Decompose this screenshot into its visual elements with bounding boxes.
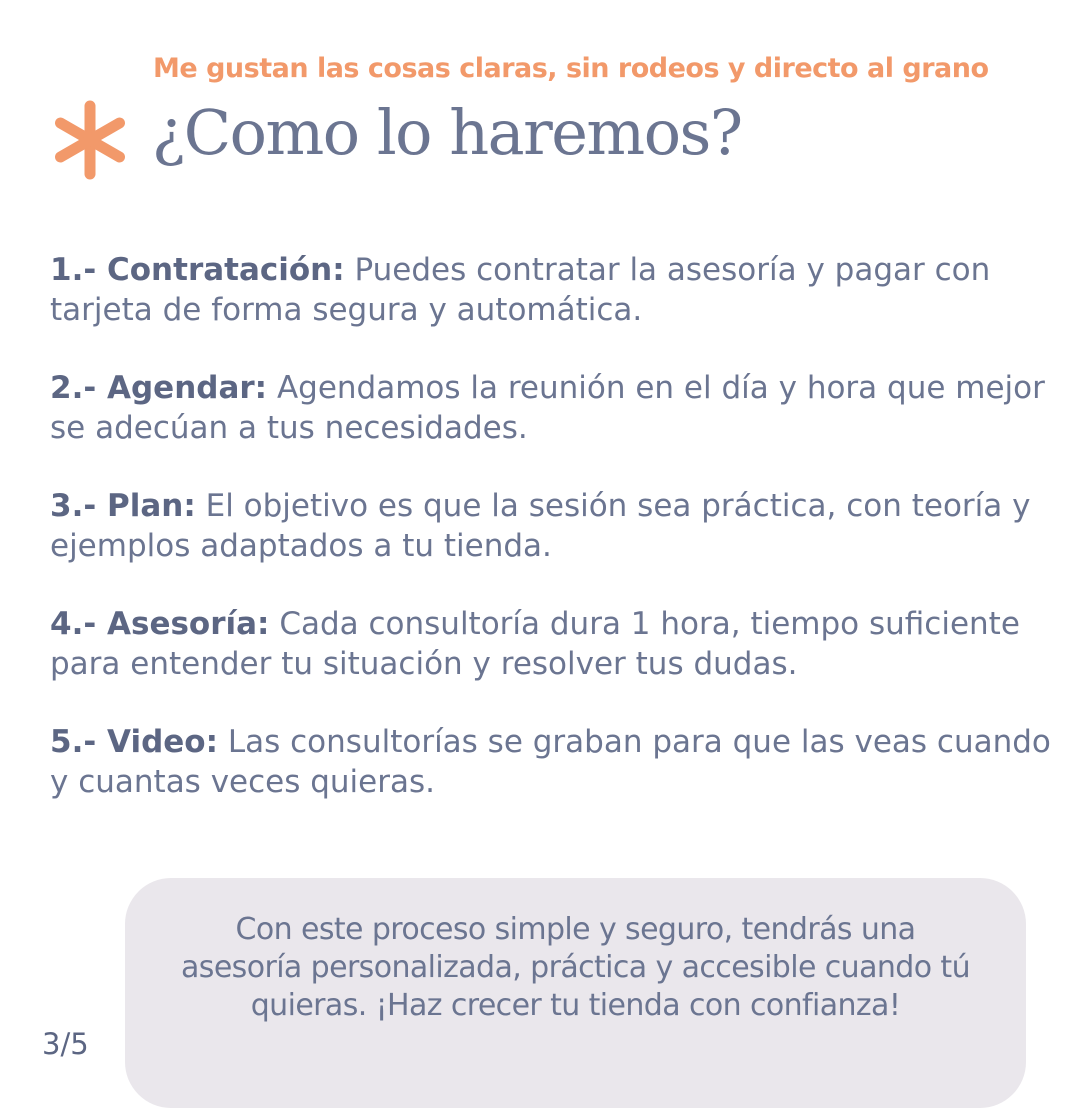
step-text: Las consultorías se graban para que las veas cuando y cuantas veces quieras. [50, 724, 1051, 800]
summary-line: quieras. ¡Haz crecer tu tienda con confianza! [250, 988, 901, 1023]
steps-list [50, 250, 1060, 840]
tagline: Me gustan las cosas claras, sin rodeos y directo al grano [153, 53, 989, 84]
step-label: 4.- Asesoría: [50, 606, 270, 642]
step-item [50, 250, 1060, 330]
step-label: 1.- Contratación: [50, 252, 345, 288]
step-text: Cada consultoría dura 1 hora, tiempo suficiente para entender tu situación y resolver tus dudas. [50, 606, 1020, 682]
step-label: 3.- Plan: [50, 488, 196, 524]
step-item [50, 722, 1060, 802]
step-item [50, 486, 1060, 566]
step-item [50, 604, 1060, 684]
step-text: Puedes contratar la asesoría y pagar con tarjeta de forma segura y automática. [50, 252, 991, 328]
summary-text [125, 911, 1026, 1025]
step-label: 2.- Agendar: [50, 370, 268, 406]
page-indicator: 3/5 [42, 1027, 89, 1061]
step-item [50, 368, 1060, 448]
step-label: 5.- Video: [50, 724, 218, 760]
summary-line: asesoría personalizada, práctica y accesible cuando tú [181, 950, 970, 985]
asterisk-icon [50, 100, 130, 180]
step-text: Agendamos la reunión en el día y hora que mejor se adecúan a tus necesidades. [50, 370, 1045, 446]
step-text: El objetivo es que la sesión sea práctica, con teoría y ejemplos adaptados a tu tienda. [50, 488, 1031, 564]
summary-line: Con este proceso simple y seguro, tendrás una [235, 912, 916, 947]
summary-box [125, 878, 1026, 1108]
page-title: ¿Como lo haremos? [152, 96, 742, 169]
